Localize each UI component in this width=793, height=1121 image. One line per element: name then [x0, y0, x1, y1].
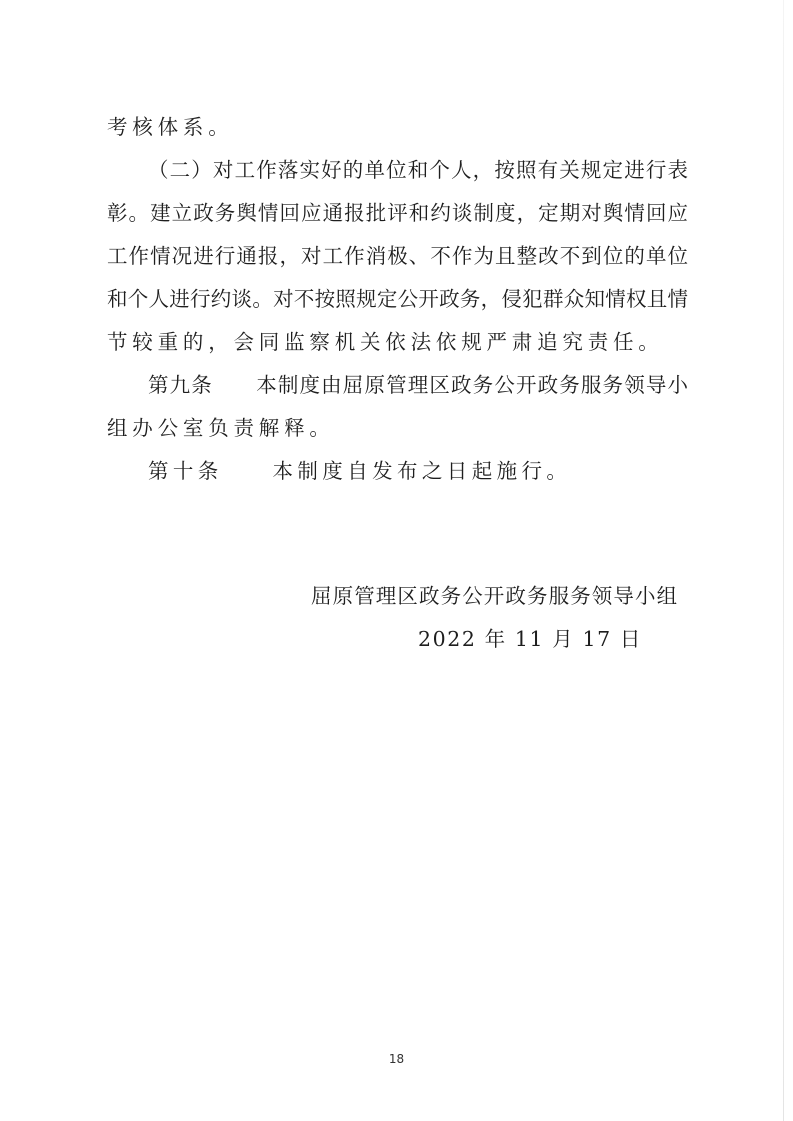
page-number: 18: [388, 1052, 405, 1066]
article-9-line-2: 组办公室负责解释。: [107, 416, 335, 440]
body-line-4: 工作情况进行通报，对工作消极、不作为且整改不到位的单位: [107, 244, 688, 268]
signature-date: 2022 年 11 月 17 日: [418, 627, 643, 651]
body-line-5: 和个人进行约谈。对不按照规定公开政务，侵犯群众知情权且情: [107, 287, 688, 311]
article-9-line-1: 第九条 本制度由屈原管理区政务公开政务服务领导小: [148, 373, 688, 397]
body-line-1: 考核体系。: [107, 115, 234, 139]
signature-organization: 屈原管理区政务公开政务服务领导小组: [311, 584, 679, 608]
scan-edge-divider: [783, 0, 784, 1121]
body-line-6: 节较重的，会同监察机关依法依规严肃追究责任。: [107, 330, 664, 354]
body-line-2: （二）对工作落实好的单位和个人，按照有关规定进行表: [148, 158, 688, 182]
article-10-line: 第十条 本制度自发布之日起施行。: [148, 459, 572, 483]
body-line-3: 彰。建立政务舆情回应通报批评和约谈制度，定期对舆情回应: [107, 201, 688, 225]
